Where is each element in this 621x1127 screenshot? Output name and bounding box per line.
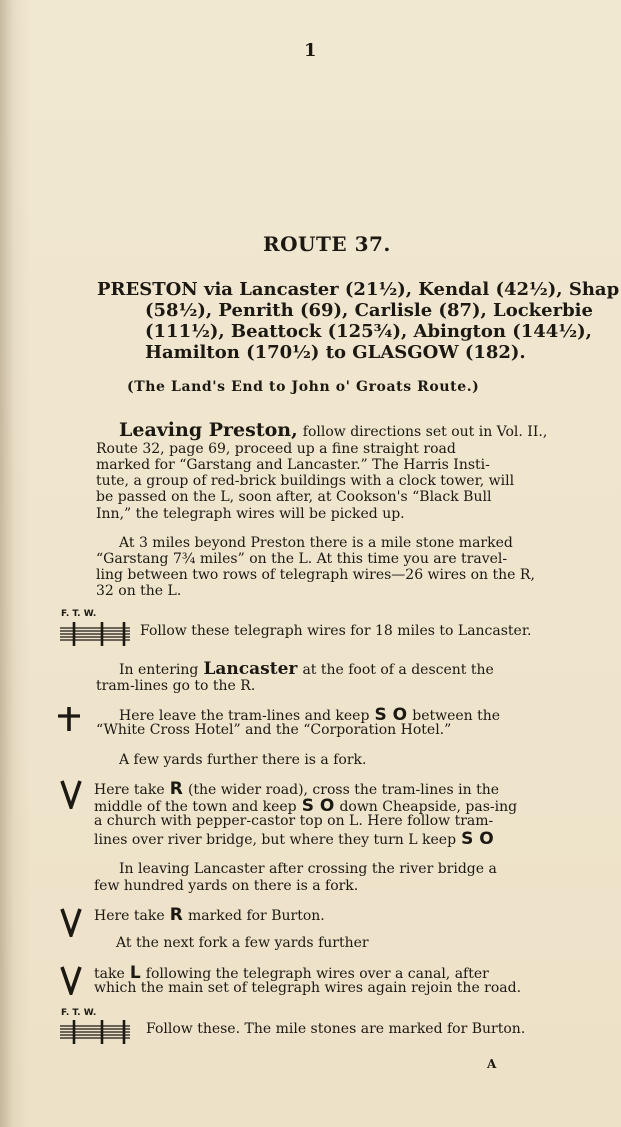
paragraph-1-line-5: be passed on the L, soon after, at Cookson's “Black Bull xyxy=(96,489,492,505)
fork-note-1: A few yards further there is a fork. xyxy=(119,752,367,768)
paragraph-3-line-2: tram-lines go to the R. xyxy=(96,678,256,694)
crossroads-line-1: Here leave the tram-lines and keep S O between the xyxy=(119,705,501,725)
fork-note-2: At the next fork a few yards further xyxy=(116,935,369,951)
place-name-lancaster: Lancaster xyxy=(203,659,298,679)
right-sign: R xyxy=(169,905,183,925)
straight-on-sign: S O xyxy=(461,829,494,849)
destinations-line-4: Hamilton (170½) to GLASGOW (182). xyxy=(145,342,526,363)
straight-on-sign: S O xyxy=(301,796,335,816)
lead-in-text: Leaving Preston, xyxy=(119,419,298,441)
fork-1-line-1: Here take R (the wider road), cross the tram-lines in the xyxy=(94,779,500,799)
paragraph-2-line-1: At 3 miles beyond Preston there is a mile stone marked xyxy=(119,535,513,551)
telegraph-wires-icon xyxy=(58,620,132,648)
ftw-instruction-1: Follow these telegraph wires for 18 miles to Lancaster. xyxy=(140,623,532,639)
paragraph-2-line-4: 32 on the L. xyxy=(96,583,182,599)
ftw-instruction-2: Follow these. The mile stones are marked for Burton. xyxy=(146,1021,526,1037)
right-sign: R xyxy=(169,779,183,799)
destinations-line-2: (58½), Penrith (69), Carlisle (87), Lockerbie xyxy=(145,300,593,321)
fork-3-line-1: take L following the telegraph wires over a canal, after xyxy=(94,963,489,983)
fork-3-line-2: which the main set of telegraph wires again rejoin the road. xyxy=(94,980,522,996)
paragraph-3-line-1: In entering Lancaster at the foot of a descent the xyxy=(119,659,494,679)
left-sign: L xyxy=(129,963,141,983)
paragraph-1-line-4: tute, a group of red-brick buildings with a clock tower, will xyxy=(96,473,515,489)
paragraph-4-line-1: In leaving Lancaster after crossing the river bridge a xyxy=(119,861,497,877)
crossroads-line-2: “White Cross Hotel” and the “Corporation Hotel.” xyxy=(96,722,452,738)
fork-2-line: Here take R marked for Burton. xyxy=(94,905,325,925)
paragraph-1-line-6: Inn,” the telegraph wires will be picked up. xyxy=(96,506,405,522)
fork-icon xyxy=(60,779,82,809)
route-title: ROUTE 37. xyxy=(263,232,391,256)
paragraph-1-line-1: follow directions set out in Vol. II., xyxy=(302,424,548,440)
paragraph-2-line-3: ling between two rows of telegraph wires—26 wires on the R, xyxy=(96,567,535,583)
paragraph-1-line-3: marked for “Garstang and Lancaster.” The Harris Insti- xyxy=(96,457,490,473)
destinations-line-1: PRESTON via Lancaster (21½), Kendal (42½), Shap xyxy=(97,279,620,300)
fork-1-line-2: middle of the town and keep S O down Cheapside, pas-ing xyxy=(94,796,518,816)
destinations-line-3: (111½), Beattock (125¾), Abington (144½), xyxy=(145,321,592,342)
ftw-label-1: F. T. W. xyxy=(61,609,97,619)
ftw-label-2: F. T. W. xyxy=(61,1008,97,1018)
paragraph-2-line-2: “Garstang 7¾ miles” on the L. At this time you are travel- xyxy=(96,551,508,567)
crossroads-icon xyxy=(56,705,82,733)
fork-1-line-4: lines over river bridge, but where they turn L keep S O xyxy=(94,829,494,849)
signature-mark: A xyxy=(487,1057,497,1071)
paragraph-1-first-line xyxy=(119,419,547,441)
page-number: 1 xyxy=(304,40,317,61)
paragraph-1-line-2: Route 32, page 69, proceed up a fine straight road xyxy=(96,441,456,457)
telegraph-wires-icon xyxy=(58,1018,132,1046)
fork-icon xyxy=(60,965,82,995)
fork-1-line-3: a church with pepper-castor top on L. Here follow tram- xyxy=(94,813,494,829)
route-subtitle: (The Land's End to John o' Groats Route.) xyxy=(127,379,480,395)
paragraph-4-line-2: few hundred yards on there is a fork. xyxy=(94,878,359,894)
straight-on-sign: S O xyxy=(374,705,408,725)
fork-icon xyxy=(60,907,82,937)
